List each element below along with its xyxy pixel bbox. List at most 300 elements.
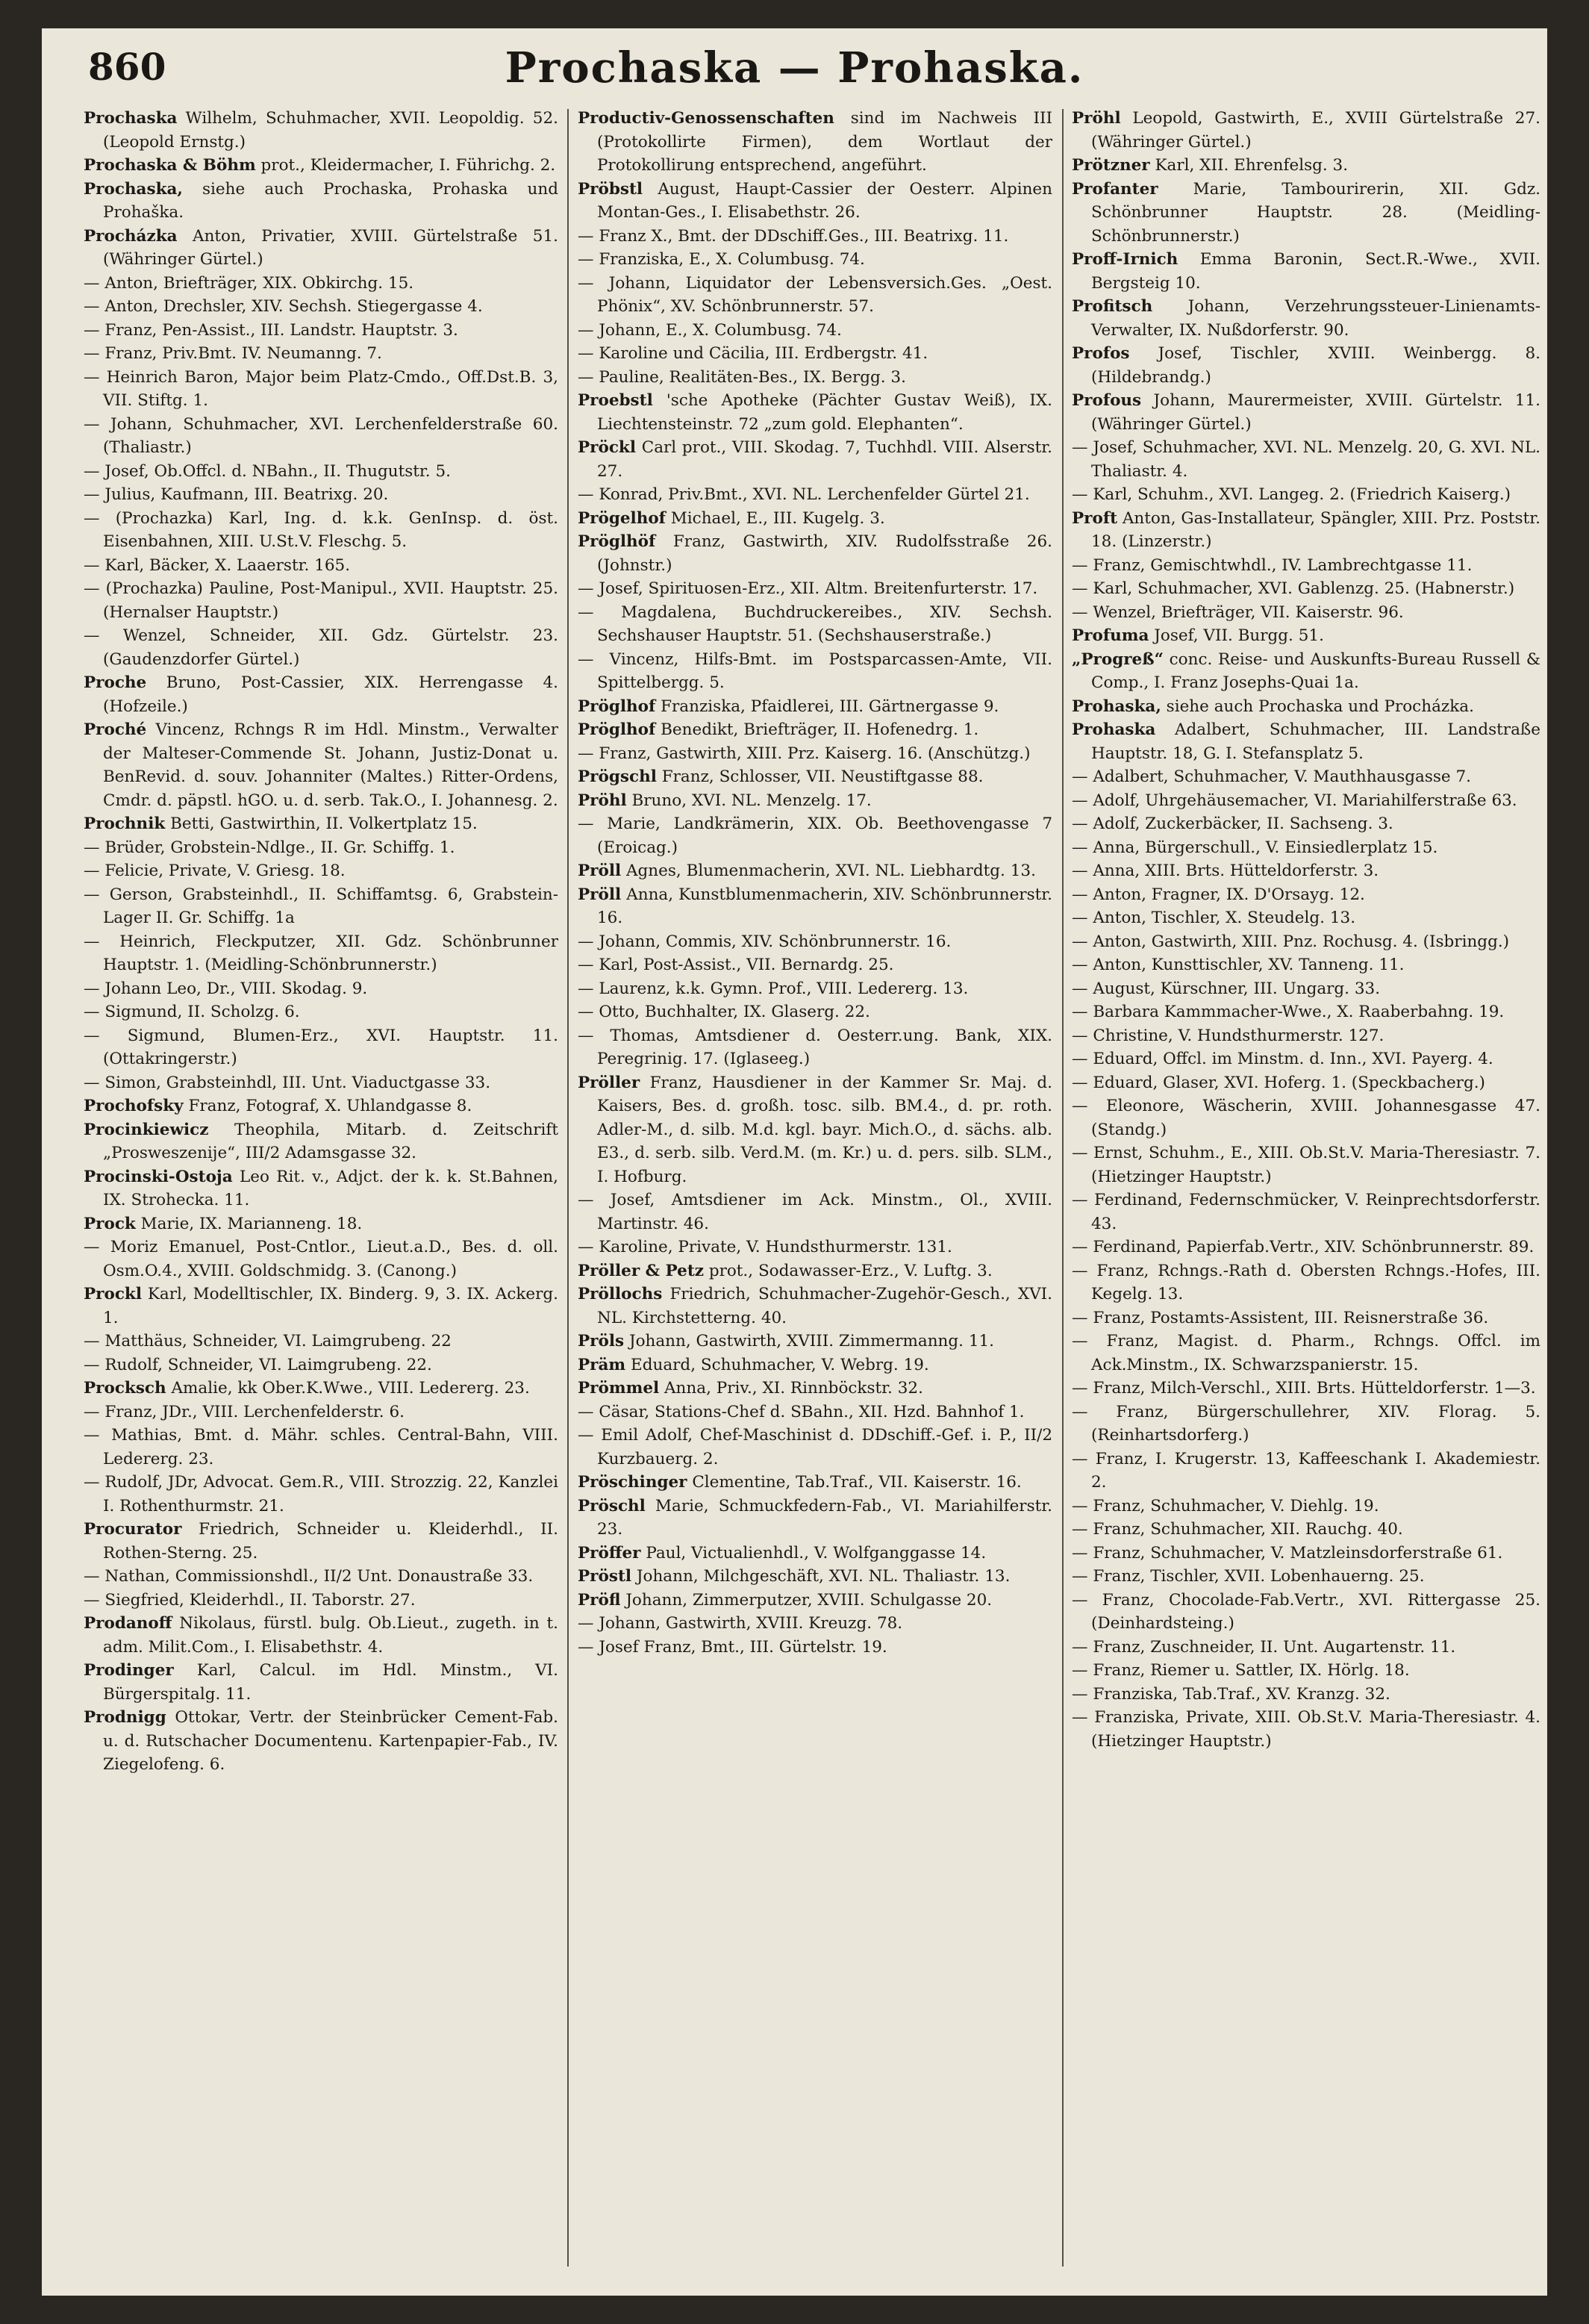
entry-name: Pröls — [578, 1332, 625, 1351]
directory-entry — [578, 507, 1052, 531]
directory-entry — [1072, 624, 1540, 648]
entry-text: Josef, VII. Burgg. 51. — [1154, 626, 1324, 645]
directory-entry — [84, 1212, 558, 1236]
entry-name: Prodanoff — [84, 1614, 172, 1633]
directory-entry — [84, 1612, 558, 1659]
entry-text: Leo Rit. v., Adjct. der k. k. St.Bahnen, IX. Strohecka. 11. — [103, 1167, 558, 1209]
directory-entry — [1072, 436, 1540, 483]
directory-entry — [578, 389, 1052, 436]
directory-entry — [84, 1000, 558, 1024]
directory-entry — [84, 178, 558, 225]
directory-entry — [84, 1471, 558, 1518]
directory-entry — [578, 1283, 1052, 1330]
directory-entry — [578, 1542, 1052, 1566]
directory-entry — [578, 953, 1052, 977]
entry-text: Marie, Tambourirerin, XII. Gdz. Schönbrunner Hauptstr. 28. (Meidling-Schönbrunnerstr.) — [1091, 179, 1540, 246]
directory-entry — [1072, 1189, 1540, 1236]
directory-entry — [84, 1330, 558, 1353]
entry-text: Bruno, XVI. NL. Menzelg. 17. — [631, 791, 872, 810]
directory-entry — [1072, 1589, 1540, 1636]
directory-entry — [84, 718, 558, 812]
entry-text: — Franz, Rchngs.-Rath d. Obersten Rchngs.-Hofes, III. Kegelg. 13. — [1072, 1261, 1540, 1303]
entry-text: Anton, Privatier, XVIII. Gürtelstraße 51. (Währinger Gürtel.) — [103, 226, 558, 269]
entry-name: Pröhl — [1072, 109, 1121, 128]
directory-entry — [84, 671, 558, 718]
entry-text: — Ferdinand, Papierfab.Vertr., XIV. Schönbrunnerstr. 89. — [1072, 1238, 1535, 1256]
directory-entry — [1072, 1094, 1540, 1141]
directory-entry — [578, 1236, 1052, 1259]
entry-text: Vincenz, Rchngs R im Hdl. Minstm., Verwalter der Malteser-Commende St. Johann, Justiz-Donat u. BenRevid. d. souv. Johanniter (Maltes.) Ritter-Ordens, Cmdr. d. päpstl. hGO. u. d. serb. Tak.O., I. Johannesg. 2. — [103, 720, 558, 810]
entry-text: — Franz, Priv.Bmt. IV. Neumanng. 7. — [84, 344, 382, 363]
entry-text: — Franz, Bürgerschullehrer, XIV. Florag. 5. (Reinhartsdorferg.) — [1072, 1402, 1540, 1445]
directory-entry — [578, 695, 1052, 719]
directory-entry — [1072, 1448, 1540, 1495]
entry-text: — Anton, Kunsttischler, XV. Tanneng. 11. — [1072, 956, 1405, 974]
entry-text: — Johann Leo, Dr., VIII. Skodag. 9. — [84, 979, 368, 998]
directory-entry — [84, 1565, 558, 1589]
entry-text: — Pauline, Realitäten-Bes., IX. Bergg. 3. — [578, 367, 906, 387]
entry-text: Johann, Zimmerputzer, XVIII. Schulgasse 20. — [625, 1590, 993, 1610]
entry-text: — Karl, Bäcker, X. Laaerstr. 165. — [84, 555, 351, 575]
entry-text: — Franz, Gemischtwhdl., IV. Lambrechtgasse 11. — [1072, 555, 1473, 575]
directory-entry — [1072, 836, 1540, 860]
entry-text: Benedikt, Briefträger, II. Hofenedrg. 1. — [661, 720, 979, 739]
entry-text: — Anton, Tischler, X. Steudelg. 13. — [1072, 909, 1356, 927]
entry-text: Anna, Priv., XI. Rinnböckstr. 32. — [664, 1379, 923, 1398]
entry-text: Karl, XII. Ehrenfelsg. 3. — [1155, 156, 1349, 175]
entry-text: — Christine, V. Hundsthurmerstr. 127. — [1072, 1026, 1384, 1045]
entry-text: Franz, Hausdiener in der Kammer Sr. Maj. d. Kaisers, Bes. d. großh. tosc. silb. BM.4., d. pr. roth. Adler-M., d. silb. M.d. kgl. bayr. Mich.O., d. sächs. alb. E3., d. serb. silb. Verd.M. (m. Kr.) u. d. pers. silb. SLM., I. Hofburg. — [597, 1073, 1052, 1186]
directory-entry — [578, 483, 1052, 507]
directory-entry — [578, 366, 1052, 390]
directory-entry — [84, 1589, 558, 1613]
entry-text: Emma Baronin, Sect.R.-Wwe., XVII. Bergsteig 10. — [1091, 250, 1540, 293]
entry-name: Pröller — [578, 1073, 640, 1092]
directory-entry — [578, 930, 1052, 954]
entry-name: Pröhl — [578, 791, 627, 810]
entry-name: Procksch — [84, 1379, 166, 1398]
entry-name: Prochaska & Böhm — [84, 156, 256, 175]
entry-text: Amalie, kk Ober.K.Wwe., VIII. Ledererg. 23. — [171, 1379, 530, 1398]
directory-entry — [1072, 1659, 1540, 1683]
entry-text: — Anton, Gastwirth, XIII. Pnz. Rochusg. 4. (Isbringg.) — [1072, 932, 1510, 951]
directory-entry — [84, 977, 558, 1001]
entry-name: Prötzner — [1072, 156, 1150, 175]
entry-text: Johann, Verzehrungssteuer-Linienamts-Verwalter, IX. Nußdorferstr. 90. — [1091, 297, 1540, 340]
entry-text: — Matthäus, Schneider, VI. Laimgrubeng. 22 — [84, 1332, 452, 1351]
entry-name: Prochaska — [84, 109, 178, 128]
entry-text: — Johann, Schuhmacher, XVI. Lerchenfelderstraße 60. (Thaliastr.) — [84, 414, 558, 457]
entry-text: siehe auch Prochaska und Procházka. — [1166, 697, 1474, 716]
entry-text: Eduard, Schuhmacher, V. Webrg. 19. — [631, 1355, 929, 1374]
entry-name: Proft — [1072, 508, 1118, 528]
directory-entry — [578, 1024, 1052, 1071]
entry-text: — Karl, Schuhm., XVI. Langeg. 2. (Friedrich Kaiserg.) — [1072, 485, 1511, 504]
directory-entry — [84, 507, 558, 554]
entry-text: — Anton, Drechsler, XIV. Sechsh. Stiegergasse 4. — [84, 297, 483, 316]
entry-text: — Barbara Kammmacher-Wwe., X. Raaberbahng. 19. — [1072, 1003, 1505, 1021]
entry-text: — Franziska, Tab.Traf., XV. Kranzg. 32. — [1072, 1684, 1390, 1704]
entry-text: — Franz, Schuhmacher, XII. Rauchg. 40. — [1072, 1520, 1403, 1539]
entry-text: Karl, Calcul. im Hdl. Minstm., VI. Bürgerspitalg. 11. — [103, 1661, 558, 1704]
directory-entry — [1072, 718, 1540, 765]
entry-name: Prohaska, — [1072, 697, 1161, 716]
directory-entry — [1072, 812, 1540, 836]
directory-entry — [578, 1377, 1052, 1401]
entry-text: 'sche Apotheke (Pächter Gustav Weiß), IX. Liechtensteinstr. 72 „zum gold. Elephanten“. — [597, 391, 1052, 434]
directory-entry — [578, 742, 1052, 766]
entry-name: Prockl — [84, 1285, 142, 1303]
directory-entry — [1072, 554, 1540, 578]
entry-text: — Franz, Tischler, XVII. Lobenhauerng. 25. — [1072, 1567, 1425, 1586]
directory-entry — [578, 765, 1052, 789]
entry-text: — Emil Adolf, Chef-Maschinist d. DDschiff.-Gef. i. P., II/2 Kurzbauerg. 2. — [578, 1426, 1052, 1468]
entry-name: Pröckl — [578, 438, 636, 457]
directory-entry — [1072, 695, 1540, 719]
entry-text: — Ferdinand, Federnschmücker, V. Reinprechtsdorferstr. 43. — [1072, 1191, 1540, 1233]
entry-text: Nikolaus, fürstl. bulg. Ob.Lieut., zugeth. in t. adm. Milit.Com., I. Elisabethstr. 4. — [103, 1614, 558, 1657]
entry-text: — Franz, Postamts-Assistent, III. Reisnerstraße 36. — [1072, 1308, 1489, 1327]
page-header — [42, 28, 1547, 97]
directory-entry — [84, 859, 558, 883]
entry-name: Pröglhöf — [578, 532, 656, 551]
directory-entry — [1072, 507, 1540, 554]
directory-entry — [84, 1377, 558, 1401]
entry-name: Prömmel — [578, 1379, 660, 1398]
entry-text: Franziska, Pfaidlerei, III. Gärtnergasse 9. — [661, 697, 999, 716]
directory-entry — [84, 295, 558, 319]
entry-text: — Felicie, Private, V. Griesg. 18. — [84, 862, 346, 880]
directory-entry — [84, 1518, 558, 1565]
directory-entry — [578, 1071, 1052, 1189]
directory-entry — [84, 483, 558, 507]
entry-text: — Eleonore, Wäscherin, XVIII. Johannesgasse 47. (Standg.) — [1072, 1097, 1540, 1139]
entry-text: — Ernst, Schuhm., E., XIII. Ob.St.V. Maria-Theresiastr. 7. (Hietzinger Hauptstr.) — [1072, 1144, 1540, 1186]
entry-name: Profous — [1072, 391, 1142, 410]
entry-text: Michael, E., III. Kugelg. 3. — [670, 508, 885, 528]
entry-text: Agnes, Blumenmacherin, XVI. NL. Liebhardtg. 13. — [626, 862, 1036, 880]
entry-text: Bruno, Post-Cassier, XIX. Herrengasse 4. (Hofzeile.) — [103, 673, 558, 716]
entry-name: Profitsch — [1072, 297, 1153, 316]
directory-entry — [84, 319, 558, 343]
entry-text: siehe auch Prochaska, Prohaska und Prohaška. — [103, 179, 558, 222]
entry-text: Leopold, Gastwirth, E., XVIII Gürtelstraße 27. (Währinger Gürtel.) — [1091, 109, 1540, 152]
entry-name: Prock — [84, 1214, 136, 1233]
entry-text: — Franz X., Bmt. der DDschiff.Ges., III. Beatrixg. 11. — [578, 226, 1009, 246]
directory-entry — [578, 178, 1052, 225]
entry-text: — Heinrich, Fleckputzer, XII. Gdz. Schönbrunner Hauptstr. 1. (Meidling-Schönbrunnerstr.) — [84, 932, 558, 974]
entry-text: — Mathias, Bmt. d. Mähr. schles. Central-Bahn, VIII. Ledererg. 23. — [84, 1426, 558, 1468]
directory-entry — [578, 530, 1052, 577]
directory-entry — [1072, 859, 1540, 883]
directory-page — [42, 28, 1547, 2296]
page-title: Prochaska — Prohaska. — [505, 43, 1084, 93]
entry-text: — August, Kürschner, III. Ungarg. 33. — [1072, 979, 1381, 998]
directory-entry — [84, 1071, 558, 1095]
entry-text: Paul, Victualienhdl., V. Wolfganggasse 14. — [646, 1543, 987, 1563]
entry-text: prot., Kleidermacher, I. Führichg. 2. — [260, 156, 556, 175]
entry-text: — Franz, Milch-Verschl., XIII. Brts. Hütteldorferstr. 1—3. — [1072, 1379, 1536, 1398]
directory-entry — [578, 1353, 1052, 1377]
entry-text: — (Prochazka) Karl, Ing. d. k.k. GenInsp. d. öst. Eisenbahnen, XIII. U.St.V. Fleschg. 5. — [84, 508, 558, 551]
directory-entry — [1072, 601, 1540, 625]
directory-entry — [1072, 883, 1540, 907]
entry-text: August, Haupt-Cassier der Oesterr. Alpinen Montan-Ges., I. Elisabethstr. 26. — [597, 179, 1052, 222]
directory-entry — [84, 930, 558, 977]
entry-text: — Franziska, E., X. Columbusg. 74. — [578, 250, 865, 269]
entry-name: Prochofsky — [84, 1097, 184, 1115]
entry-name: Proebstl — [578, 391, 653, 410]
entry-text: Carl prot., VIII. Skodag. 7, Tuchhdl. VIII. Alserstr. 27. — [597, 438, 1052, 481]
entry-text: — Karoline, Private, V. Hundsthurmerstr. 131. — [578, 1238, 952, 1256]
entry-name: Prochaska, — [84, 179, 183, 199]
entry-text: Adalbert, Schuhmacher, III. Landstraße Hauptstr. 18, G. I. Stefansplatz 5. — [1091, 720, 1540, 763]
entry-text: — Otto, Buchhalter, IX. Glaserg. 22. — [578, 1003, 870, 1021]
directory-entry — [84, 366, 558, 413]
directory-entry — [1072, 1259, 1540, 1306]
directory-entry — [578, 1401, 1052, 1424]
page-number: 860 — [88, 45, 166, 89]
entry-text: prot., Sodawasser-Erz., V. Luftg. 3. — [708, 1261, 993, 1280]
directory-entry — [578, 107, 1052, 178]
entry-text: — Franz, Pen-Assist., III. Landstr. Hauptstr. 3. — [84, 320, 458, 340]
directory-entry — [1072, 1330, 1540, 1377]
entry-text: — Anna, Bürgerschull., V. Einsiedlerplatz 15. — [1072, 838, 1438, 857]
directory-entry — [1072, 1706, 1540, 1753]
entry-text: — Gerson, Grabsteinhdl., II. Schiffamtsg. 6, Grabstein-Lager II. Gr. Schiffg. 1a — [84, 885, 558, 927]
directory-entry — [1072, 1377, 1540, 1401]
directory-entry — [578, 1565, 1052, 1589]
directory-entry — [1072, 953, 1540, 977]
entry-text: Franz, Schlosser, VII. Neustiftgasse 88. — [661, 767, 984, 786]
entry-name: Procházka — [84, 226, 178, 246]
entry-text: — Rudolf, Schneider, VI. Laimgrubeng. 22. — [84, 1355, 432, 1374]
entry-text: — Moriz Emanuel, Post-Cntlor., Lieut.a.D., Bes. d. oll. Osm.O.4., XVIII. Goldschmidg. 3. (Canong.) — [84, 1238, 558, 1280]
entry-name: Prögelhof — [578, 508, 666, 528]
entry-text: — Adolf, Uhrgehäusemacher, VI. Mariahilferstraße 63. — [1072, 791, 1517, 810]
entry-text: — Wenzel, Schneider, XII. Gdz. Gürtelstr. 23. (Gaudenzdorfer Gürtel.) — [84, 626, 558, 669]
directory-entry — [1072, 295, 1540, 342]
directory-entry — [1072, 107, 1540, 154]
entry-text: Johann, Maurermeister, XVIII. Gürtelstr. 11. (Währinger Gürtel.) — [1091, 391, 1540, 434]
directory-entry — [84, 1706, 558, 1777]
entry-text: Karl, Modelltischler, IX. Binderg. 9, 3. IX. Ackerg. 1. — [103, 1285, 558, 1327]
entry-name: Pröfl — [578, 1590, 621, 1610]
directory-entry — [1072, 178, 1540, 249]
directory-entry — [84, 1118, 558, 1165]
entry-text: — Franz, I. Krugerstr. 13, Kaffeeschank I. Akademiestr. 2. — [1072, 1449, 1540, 1492]
directory-entry — [84, 554, 558, 578]
directory-entry — [84, 1424, 558, 1471]
entry-text: — (Prochazka) Pauline, Post-Manipul., XVII. Hauptstr. 25. (Hernalser Hauptstr.) — [84, 579, 558, 622]
entry-name: Prochnik — [84, 814, 166, 833]
directory-entry — [1072, 1636, 1540, 1660]
directory-entry — [84, 836, 558, 860]
entry-text: Anton, Gas-Installateur, Spängler, XIII. Prz. Poststr. 18. (Linzerstr.) — [1091, 508, 1540, 551]
directory-entry — [1072, 1306, 1540, 1330]
directory-entry — [578, 1424, 1052, 1471]
directory-entry — [1072, 1141, 1540, 1189]
entry-text: — Sigmund, II. Scholzg. 6. — [84, 1003, 300, 1021]
directory-entry — [578, 812, 1052, 859]
entry-text: Friedrich, Schneider u. Kleiderhdl., II. Rothen-Sterng. 25. — [103, 1520, 558, 1563]
directory-entry — [578, 789, 1052, 813]
column-divider — [1062, 109, 1064, 2267]
entry-text: — Karl, Post-Assist., VII. Bernardg. 25. — [578, 956, 894, 974]
entry-text: — Brüder, Grobstein-Ndlge., II. Gr. Schiffg. 1. — [84, 838, 455, 857]
entry-name: Pröschinger — [578, 1473, 687, 1492]
directory-entry — [578, 319, 1052, 343]
directory-entry — [1072, 1024, 1540, 1048]
directory-entry — [578, 1189, 1052, 1236]
entry-text: — Siegfried, Kleiderhdl., II. Taborstr. 27. — [84, 1590, 416, 1610]
directory-entry — [578, 577, 1052, 601]
entry-name: Pröller & Petz — [578, 1261, 704, 1280]
directory-entry — [1072, 1047, 1540, 1071]
directory-entry — [578, 1495, 1052, 1542]
entry-name: Profanter — [1072, 179, 1158, 199]
entry-name: Pröglhof — [578, 697, 656, 716]
directory-entry — [578, 1000, 1052, 1024]
entry-name: Proche — [84, 673, 147, 692]
directory-entry — [84, 1283, 558, 1330]
directory-entry — [1072, 1401, 1540, 1448]
entry-text: — Heinrich Baron, Major beim Platz-Cmdo., Off.Dst.B. 3, VII. Stiftg. 1. — [84, 367, 558, 410]
directory-entry — [578, 1330, 1052, 1353]
column-1 — [84, 107, 558, 2279]
directory-entry — [84, 1401, 558, 1424]
directory-entry — [84, 883, 558, 930]
entry-text: sind im Nachweis III (Protokollirte Firmen), dem Wortlaut der Protokollirung entsprechend, angeführt. — [597, 109, 1052, 175]
entry-name: Productiv-Genossenschaften — [578, 109, 834, 128]
entry-name: Procinkiewicz — [84, 1120, 209, 1139]
directory-entry — [1072, 154, 1540, 178]
directory-entry — [1072, 1542, 1540, 1566]
entry-text: — Magdalena, Buchdruckereibes., XIV. Sechsh. Sechshauser Hauptstr. 51. (Sechshauserstraße.) — [578, 602, 1052, 645]
directory-entry — [1072, 1000, 1540, 1024]
directory-entry — [1072, 342, 1540, 389]
directory-entry — [1072, 483, 1540, 507]
entry-text: Marie, Schmuckfedern-Fab., VI. Mariahilferstr. 23. — [597, 1496, 1052, 1539]
directory-entry — [578, 601, 1052, 648]
directory-entry — [84, 1353, 558, 1377]
directory-entry — [578, 342, 1052, 366]
entry-name: „Progreß“ — [1072, 649, 1164, 669]
directory-entry — [84, 1236, 558, 1283]
entry-name: Profuma — [1072, 626, 1149, 645]
entry-text: Marie, IX. Marianneng. 18. — [140, 1214, 363, 1233]
entry-text: Betti, Gastwirthin, II. Volkertplatz 15. — [170, 814, 478, 833]
entry-text: — Karoline und Cäcilia, III. Erdbergstr. 41. — [578, 344, 928, 363]
entry-name: Pröbstl — [578, 179, 643, 199]
entry-text: — Franz, Zuschneider, II. Unt. Augartenstr. 11. — [1072, 1637, 1456, 1657]
directory-entry — [578, 1589, 1052, 1613]
entry-text: — Josef, Spirituosen-Erz., XII. Altm. Breitenfurterstr. 17. — [578, 579, 1038, 598]
entry-name: Proché — [84, 720, 147, 739]
entry-name: Profos — [1072, 344, 1130, 363]
entry-text: — Johann, Gastwirth, XVIII. Kreuzg. 78. — [578, 1614, 903, 1633]
directory-entry — [1072, 765, 1540, 789]
entry-text: Ottokar, Vertr. der Steinbrücker Cement-Fab. u. d. Rutschacher Documentenu. Kartenpapier-Fab., IV. Ziegelofeng. 6. — [103, 1708, 558, 1774]
directory-entry — [578, 648, 1052, 695]
entry-text: — Johann, Liquidator der Lebensversich.Ges. „Oest. Phönix“, XV. Schönbrunnerstr. 57. — [578, 273, 1052, 316]
directory-entry — [1072, 789, 1540, 813]
directory-entry — [1072, 930, 1540, 954]
entry-name: Pröffer — [578, 1543, 641, 1563]
entry-text: — Simon, Grabsteinhdl, III. Unt. Viaductgasse 33. — [84, 1073, 491, 1092]
entry-text: Franz, Gastwirth, XIV. Rudolfsstraße 26. (Johnstr.) — [597, 532, 1052, 575]
entry-text: — Anton, Fragner, IX. D'Orsayg. 12. — [1072, 885, 1365, 904]
entry-text: Franz, Fotograf, X. Uhlandgasse 8. — [188, 1097, 472, 1115]
directory-entry — [84, 107, 558, 154]
directory-entry — [578, 272, 1052, 319]
directory-entry — [84, 812, 558, 836]
directory-entry — [84, 272, 558, 296]
directory-entry — [1072, 1236, 1540, 1259]
entry-name: Prohaska — [1072, 720, 1156, 739]
entry-text: — Anna, XIII. Brts. Hütteldorferstr. 3. — [1072, 862, 1379, 880]
entry-text: — Josef Franz, Bmt., III. Gürtelstr. 19. — [578, 1637, 887, 1657]
directory-entry — [1072, 248, 1540, 295]
entry-text: Josef, Tischler, XVIII. Weinbergg. 8. (Hildebrandg.) — [1091, 344, 1540, 387]
directory-entry — [578, 1636, 1052, 1660]
entry-text: — Rudolf, JDr, Advocat. Gem.R., VIII. Strozzig. 22, Kanzlei I. Rothenthurmstr. 21. — [84, 1473, 558, 1515]
directory-entry — [84, 225, 558, 272]
entry-text: — Julius, Kaufmann, III. Beatrixg. 20. — [84, 485, 389, 504]
directory-entry — [84, 342, 558, 366]
directory-entry — [578, 1612, 1052, 1636]
entry-text: Wilhelm, Schuhmacher, XVII. Leopoldig. 52. (Leopold Ernstg.) — [103, 109, 558, 152]
entry-name: Procinski-Ostoja — [84, 1167, 233, 1186]
entry-name: Pröllochs — [578, 1285, 663, 1303]
directory-entry — [1072, 1683, 1540, 1707]
entry-text: — Josef, Ob.Offcl. d. NBahn., II. Thugutstr. 5. — [84, 461, 451, 481]
entry-name: Pröll — [578, 885, 622, 904]
directory-entry — [84, 460, 558, 484]
directory-entry — [1072, 906, 1540, 930]
entry-text: Clementine, Tab.Traf., VII. Kaiserstr. 16. — [692, 1473, 1022, 1492]
column-3 — [1072, 107, 1540, 2279]
entry-text: — Konrad, Priv.Bmt., XVI. NL. Lerchenfelder Gürtel 21. — [578, 485, 1030, 504]
entry-text: — Josef, Schuhmacher, XVI. NL. Menzelg. 20, G. XVI. NL. Thaliastr. 4. — [1072, 438, 1540, 481]
directory-entry — [1072, 1518, 1540, 1542]
entry-text: — Laurenz, k.k. Gymn. Prof., VIII. Ledererg. 13. — [578, 979, 969, 998]
entry-text: — Franz, Schuhmacher, V. Matzleinsdorferstraße 61. — [1072, 1543, 1503, 1563]
entry-text: — Cäsar, Stations-Chef d. SBahn., XII. Hzd. Bahnhof 1. — [578, 1402, 1025, 1421]
entry-text: — Johann, Commis, XIV. Schönbrunnerstr. 16. — [578, 932, 952, 951]
column-divider — [567, 109, 569, 2267]
directory-entry — [1072, 977, 1540, 1001]
directory-entry — [578, 977, 1052, 1001]
entry-text: — Eduard, Glaser, XVI. Hoferg. 1. (Speckbacherg.) — [1072, 1073, 1485, 1092]
entry-text: Anna, Kunstblumenmacherin, XIV. Schönbrunnerstr. 16. — [597, 885, 1052, 927]
entry-text: Friedrich, Schuhmacher-Zugehör-Gesch., XVI. NL. Kirchstetterng. 40. — [597, 1285, 1052, 1327]
entry-text: — Sigmund, Blumen-Erz., XVI. Hauptstr. 11. (Ottakringerstr.) — [84, 1026, 558, 1068]
directory-entry — [1072, 389, 1540, 436]
directory-entry — [578, 859, 1052, 883]
directory-entry — [578, 225, 1052, 249]
entry-text: — Adolf, Zuckerbäcker, II. Sachseng. 3. — [1072, 814, 1393, 833]
directory-entry — [1072, 577, 1540, 601]
directory-entry — [578, 1471, 1052, 1495]
entry-name: Pröstl — [578, 1567, 632, 1586]
entry-text: — Wenzel, Briefträger, VII. Kaiserstr. 96. — [1072, 602, 1404, 622]
directory-entry — [578, 1259, 1052, 1283]
entry-text: Johann, Gastwirth, XVIII. Zimmermanng. 11. — [628, 1332, 995, 1351]
directory-entry — [1072, 1565, 1540, 1589]
directory-entry — [84, 413, 558, 460]
entry-name: Prögschl — [578, 767, 657, 786]
